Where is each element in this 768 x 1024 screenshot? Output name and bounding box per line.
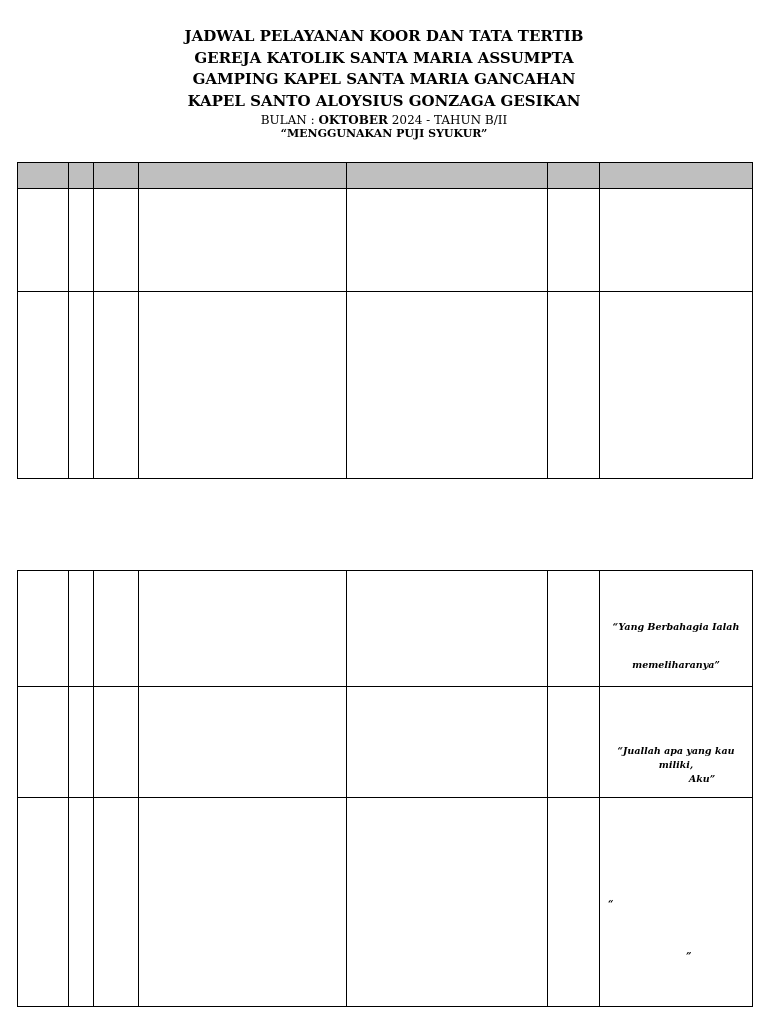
table-cell <box>69 687 94 798</box>
table-cell <box>347 189 548 292</box>
note-1-line-2: memeliharanya” <box>632 660 720 671</box>
table-cell <box>18 571 69 687</box>
table-cell <box>600 292 753 479</box>
table-cell <box>548 189 600 292</box>
table-cell <box>139 292 347 479</box>
table-cell <box>69 189 94 292</box>
table-cell <box>139 189 347 292</box>
table-row <box>18 292 753 479</box>
table-cell <box>94 189 139 292</box>
title-line-4: KAPEL SANTO ALOYSIUS GONZAGA GESIKAN <box>187 91 581 110</box>
note-cell <box>600 798 753 1007</box>
note-3-close-quote: ” <box>686 951 692 962</box>
table-cell <box>18 687 69 798</box>
table-cell <box>18 798 69 1007</box>
month-name: OKTOBER <box>318 113 388 127</box>
table-cell <box>94 571 139 687</box>
title-line-1: JADWAL PELAYANAN KOOR DAN TATA TERTIB <box>184 27 584 45</box>
note-cell <box>600 571 753 687</box>
header-cell <box>94 163 139 189</box>
table-cell <box>347 292 548 479</box>
note-2-line-1: “Juallah apa yang kau miliki, <box>617 746 735 771</box>
table-cell <box>548 687 600 798</box>
table-cell <box>69 798 94 1007</box>
header-cell <box>600 163 753 189</box>
table-cell <box>139 798 347 1007</box>
document-header <box>0 26 768 140</box>
header-cell <box>347 163 548 189</box>
table-cell <box>94 687 139 798</box>
table-row <box>18 189 753 292</box>
table-cell <box>18 189 69 292</box>
title-line-3: GAMPING KAPEL SANTA MARIA GANCAHAN <box>192 70 576 88</box>
table-row <box>18 571 753 687</box>
header-cell <box>69 163 94 189</box>
table-cell <box>347 798 548 1007</box>
table-row <box>18 687 753 798</box>
table-cell <box>347 571 548 687</box>
table-cell <box>347 687 548 798</box>
table-cell <box>94 292 139 479</box>
table-header-row <box>18 163 753 189</box>
table-row <box>18 798 753 1007</box>
header-cell <box>139 163 347 189</box>
header-cell <box>548 163 600 189</box>
schedule-table-top <box>17 162 753 479</box>
table-cell <box>139 687 347 798</box>
schedule-table-bottom <box>17 570 753 1007</box>
table-cell <box>94 798 139 1007</box>
table-cell <box>18 292 69 479</box>
month-line <box>0 113 768 127</box>
theme-line: “MENGGUNAKAN PUJI SYUKUR” <box>280 127 488 140</box>
table-cell <box>600 189 753 292</box>
table-cell <box>548 292 600 479</box>
header-cell <box>18 163 69 189</box>
note-cell <box>600 687 753 798</box>
month-prefix: BULAN : <box>260 113 319 127</box>
month-suffix: 2024 - TAHUN B/II <box>387 113 508 127</box>
table-cell <box>548 571 600 687</box>
table-cell <box>139 571 347 687</box>
note-3-open-quote: “ <box>608 899 614 910</box>
table-cell <box>548 798 600 1007</box>
table-cell <box>69 571 94 687</box>
table-cell <box>69 292 94 479</box>
note-1-line-1: “Yang Berbahagia Ialah <box>612 622 740 633</box>
title-line-2: GEREJA KATOLIK SANTA MARIA ASSUMPTA <box>194 48 574 67</box>
note-2-line-2: Aku” <box>688 774 716 785</box>
